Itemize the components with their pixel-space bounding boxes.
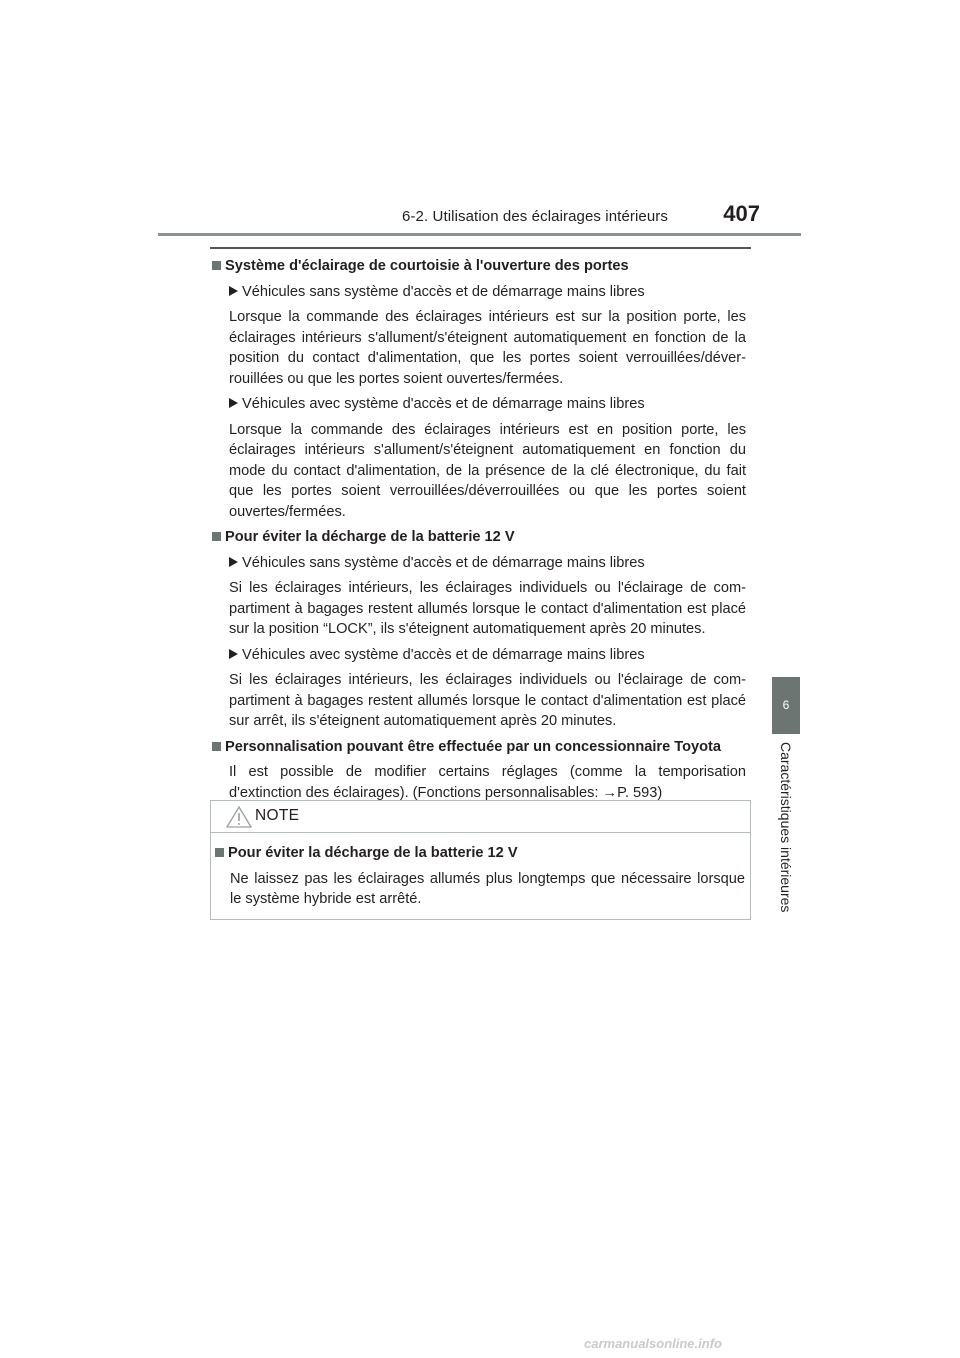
section-heading <box>212 527 746 548</box>
note-header <box>211 801 750 833</box>
paragraph: Si les éclairages intérieurs, les éclairages individuels ou l'éclairage de com-partiment à bagages restent allumés lorsque le contact d'alimentation est placé sur la position “LOCK”, ils s'éteignent automatiquement après 20 minutes. <box>229 580 746 637</box>
watermark[interactable]: carmanualsonline.info <box>584 1336 722 1351</box>
square-bullet-icon <box>212 742 221 751</box>
section-heading <box>212 737 746 758</box>
subsection-heading <box>229 394 746 415</box>
note-title: NOTE <box>255 807 300 824</box>
triangle-bullet-icon <box>229 649 238 659</box>
section-heading-text: Système d'éclairage de courtoisie à l'ouverture des portes <box>225 258 629 274</box>
header-divider <box>158 233 801 236</box>
chapter-tab[interactable]: 6 <box>772 677 800 734</box>
square-bullet-icon <box>215 848 224 857</box>
paragraph: Lorsque la commande des éclairages intérieurs est en position porte, les éclairages intérieurs s'allument/s'éteignent automatiquement en fonction du mode du contact d'alimentation, de la présence de la clé électronique, du fait que les portes soient verrouillées/déverrouillées ou que les portes soient ouvertes/fermées. <box>229 421 746 520</box>
note-text: Ne laissez pas les éclairages allumés plus longtemps que nécessaire lorsque le système hybride est arrêté. <box>230 870 745 907</box>
note-heading <box>215 843 745 864</box>
subsection-heading <box>229 553 746 574</box>
triangle-bullet-icon <box>229 398 238 408</box>
subsection-heading <box>229 282 746 303</box>
note-body <box>215 843 745 915</box>
section-heading-text: Pour éviter la décharge de la batterie 12 V <box>225 529 515 545</box>
chapter-label <box>772 742 800 922</box>
subsection-heading <box>229 645 746 666</box>
subsection-heading-text: Véhicules avec système d'accès et de démarrage mains libres <box>242 396 645 412</box>
subsection-heading-text: Véhicules sans système d'accès et de démarrage mains libres <box>242 554 645 571</box>
subsection-heading-text: Véhicules avec système d'accès et de démarrage mains libres <box>242 646 645 663</box>
triangle-bullet-icon <box>229 557 238 567</box>
square-bullet-icon <box>212 532 221 541</box>
section-heading-text: Personnalisation pouvant être effectuée par un concessionnaire Toyota <box>225 738 722 755</box>
content-divider <box>210 247 751 249</box>
note-box <box>210 800 751 920</box>
chapter-label-text: Caractéristiques intérieures <box>778 742 794 913</box>
page-header <box>0 0 960 240</box>
section-title: 6-2. Utilisation des éclairages intérieurs <box>402 208 668 225</box>
warning-triangle-icon <box>226 806 252 828</box>
paragraph: Si les éclairages intérieurs, les éclairages individuels ou l'éclairage de com-partiment à bagages restent allumés lorsque le contact d'alimentation est placé sur arrêt, ils s'éteignent automatiquement après 20 minutes. <box>229 672 746 729</box>
note-heading-text: Pour éviter la décharge de la batterie 12 V <box>228 845 518 861</box>
paragraph: Il est possible de modifier certains réglages (comme la temporisation d'extinction des éclairages). (Fonctions personnalisables: →P. 593) <box>229 764 746 801</box>
paragraph: Lorsque la commande des éclairages intérieurs est sur la position porte, les éclairages intérieurs s'allument/s'éteignent automatiquement en fonction de la position du contact d'alimentation, que les portes soient verrouillées/déver-rouillées ou que les portes soient ouvertes/fermées. <box>229 309 746 387</box>
subsection-heading-text: Véhicules sans système d'accès et de démarrage mains libres <box>242 283 645 300</box>
page-number: 407 <box>723 201 760 226</box>
main-content <box>212 256 746 808</box>
section-heading <box>212 256 746 277</box>
triangle-bullet-icon <box>229 286 238 296</box>
square-bullet-icon <box>212 261 221 270</box>
